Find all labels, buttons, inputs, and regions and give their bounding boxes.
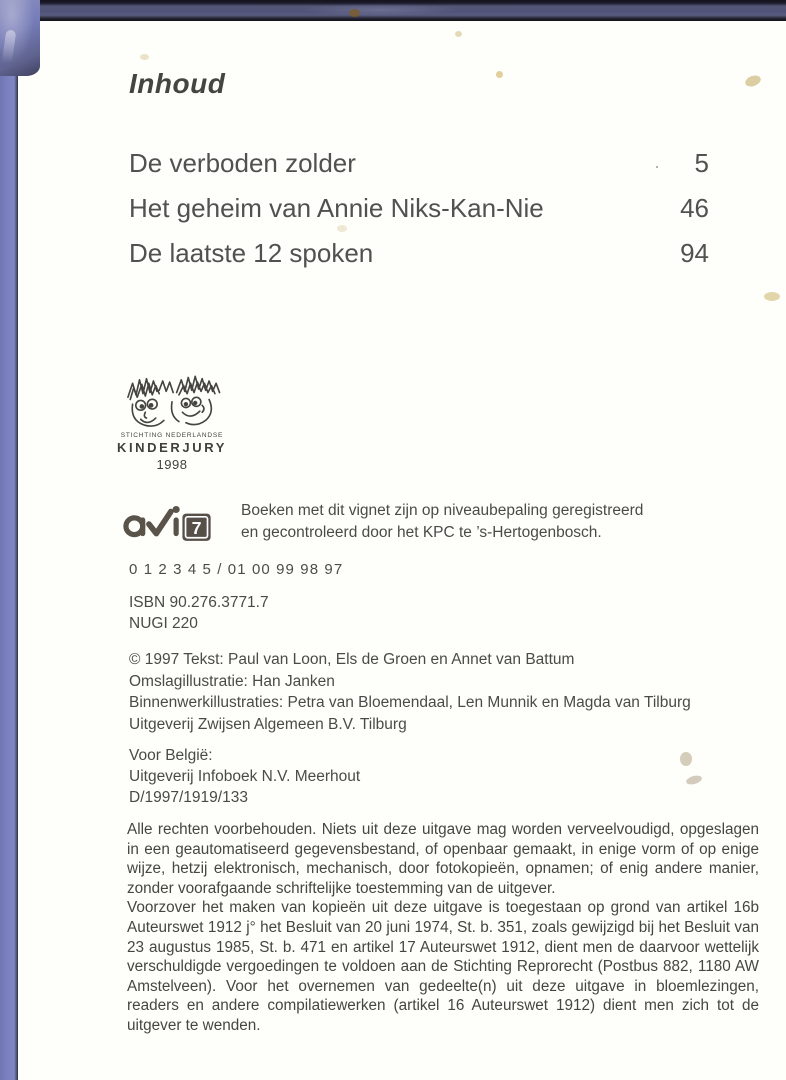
- belgium-imprint: [129, 745, 360, 808]
- avi-level-number: 7: [191, 518, 202, 539]
- book-cover-corner: [0, 0, 40, 76]
- copyright-line: © 1997 Tekst: Paul van Loon, Els de Groen en Annet van Battum: [129, 651, 575, 668]
- page-title: Inhoud: [129, 68, 226, 99]
- colophon: [129, 649, 691, 735]
- stain: [764, 292, 780, 301]
- belgium-deposit-number: D/1997/1919/133: [129, 789, 248, 806]
- avi-description: [241, 497, 643, 544]
- belgium-heading: Voor België:: [129, 747, 213, 764]
- book-cover-left-edge: [0, 18, 18, 1080]
- kinderjury-logo: [110, 374, 234, 472]
- toc-page-number: 5: [694, 148, 709, 178]
- toc-leader-dot: ·: [654, 156, 660, 176]
- stain: [140, 54, 149, 60]
- stain: [680, 752, 692, 766]
- stain: [744, 74, 762, 89]
- toc-page-number: 94: [680, 238, 709, 268]
- rights-paragraph-1: Alle rechten voorbehouden. Niets uit deze uitgave mag worden verveelvoudigd, opgeslagen in een geautomatiseerd gegevensbestand, of openbaar gemaakt, in enige vorm of op enige wijze, hetzij elektronisch, mechanisch, door fotokopieën, opnamen; of enig andere manier, zonder voorafgaande schriftelijke toestemming van de uitgever.: [127, 821, 759, 897]
- cover-illustrator-line: Omslagillustratie: Han Janken: [129, 672, 335, 690]
- stain: [685, 774, 703, 786]
- toc-row: [129, 193, 709, 238]
- kinderjury-foundation-label: STICHTING NEDERLANDSE: [120, 432, 224, 439]
- toc-row: [129, 238, 709, 283]
- table-of-contents: [129, 148, 709, 283]
- book-cover-top-edge: [0, 0, 786, 21]
- print-run-code: 0 1 2 3 4 5 / 01 00 99 98 97: [129, 561, 344, 578]
- toc-entry-title: De laatste 12 spoken: [129, 238, 374, 268]
- avi-description-line: Boeken met dit vignet zijn op niveaubepaling geregistreerd: [241, 502, 644, 519]
- rights-notice: [127, 820, 759, 1036]
- stain: [496, 71, 503, 78]
- isbn-block: [129, 592, 269, 634]
- kinderjury-children-drawing-icon: [120, 374, 224, 432]
- nugi-number: NUGI 220: [129, 615, 198, 632]
- avi-section: [119, 497, 719, 544]
- toc-entry-title: De verboden zolder: [129, 148, 356, 178]
- kinderjury-name-label: KINDERJURY: [116, 440, 228, 455]
- belgium-publisher: Uitgeverij Infoboek N.V. Meerhout: [129, 768, 361, 785]
- avi-7-logo-icon: [119, 498, 227, 544]
- interior-illustrators-line: Binnenwerkillustraties: Petra van Bloemendaal, Len Munnik en Magda van Tilburg: [129, 694, 691, 711]
- toc-row: [129, 148, 709, 193]
- stain: [455, 31, 462, 37]
- toc-entry-title: Het geheim van Annie Niks-Kan-Nie: [129, 193, 544, 223]
- isbn-number: ISBN 90.276.3771.7: [129, 594, 269, 611]
- publisher-line: Uitgeverij Zwijsen Algemeen B.V. Tilburg: [129, 715, 407, 733]
- toc-page-number: 46: [680, 193, 709, 223]
- avi-description-line: en gecontroleerd door het KPC te ’s-Hertogenbosch.: [241, 524, 602, 541]
- rights-paragraph-2: Voorzover het maken van kopieën uit deze uitgave is toegestaan op grond van artikel 16b Auteurswet 1912 j° het Besluit van 20 juni 1974, St. b. 351, zoals gewijzigd bij het Besluit van 23 augustus 1985, St. b. 471 en artikel 17 Auteurswet 1912, dient men de daarvoor wettelijk verschuldigde vergoedingen te voldoen aan de Stichting Reprorecht (Postbus 882, 1180 AW Amstelveen). Voor het overnemen van gedeelte(n) uit deze uitgave in bloemlezingen, readers en andere compilatiewerken (artikel 16 Auteurswet 1912) dient men zich tot de uitgever te wenden.: [127, 899, 759, 1034]
- kinderjury-year: 1998: [156, 457, 188, 472]
